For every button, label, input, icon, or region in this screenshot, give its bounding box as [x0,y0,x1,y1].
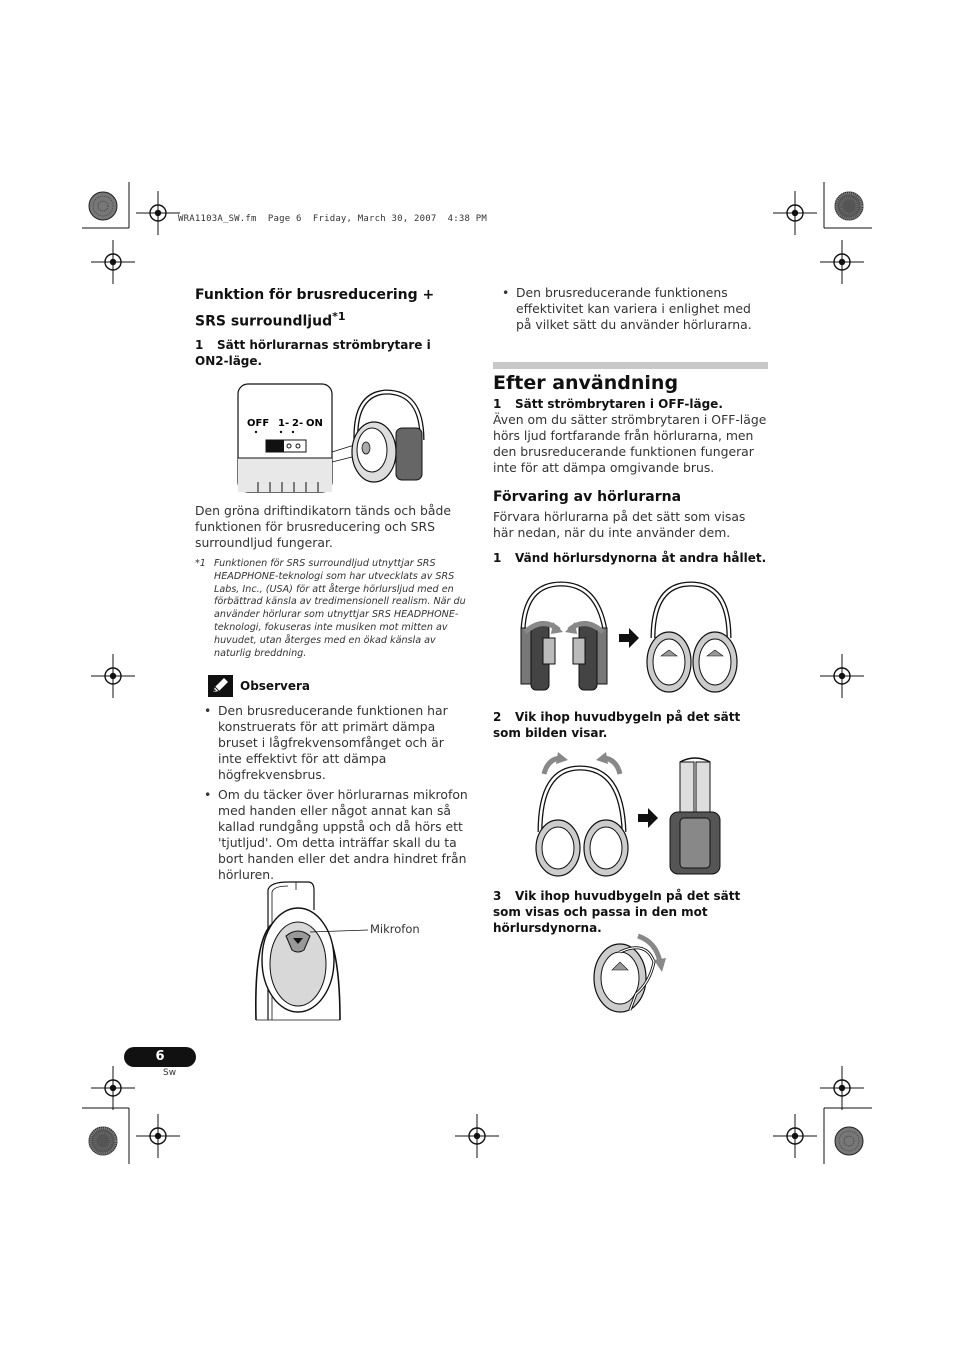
fold-headband-illustration [530,752,730,878]
step-number: 1 [493,397,502,411]
step-text: Vänd hörlursdynorna åt andra hållet. [515,551,767,565]
svg-text:-: - [299,418,304,429]
file-info-header: WRA1103A_SW.fm Page 6 Friday, March 30, 2007 4:38 PM [178,214,488,224]
footnote-mark: *1 [195,558,206,569]
step-1-storage [493,550,768,566]
note-list [195,703,471,887]
switch-illustration [236,382,436,494]
switch-label-2: 2 [292,418,299,429]
section-title-text: Funktion för brusreducering + SRS surroundljud [195,287,435,330]
step-number: 1 [493,551,502,565]
paragraph-off-mode: Även om du sätter strömbrytaren i OFF-läge hörs ljud fortfarande från hörlurarna, men den brusreducerande funktionen fungerar inte för att dämpa omgivande brus. [493,412,767,475]
step-2-storage [493,709,768,741]
footnote-text: Funktionen för SRS surroundljud utnyttjar SRS HEADPHONE-teknologi som har utvecklats av SRS Labs, Inc., (USA) för att återge hörlursljud med en förbättrad känsla av tredimensionell realism. När du använder hörlurar som utnyttjar SRS HEADPHONE-teknologi, fokuseras inte musiken mot mitten av huvudet, utan återges med en ökad känsla av naturlig breddning. [214,558,466,659]
page-number-badge: 6 [124,1047,196,1067]
step-number: 3 [493,889,502,903]
note-title: Observera [240,679,310,693]
language-code: Sw [163,1068,177,1078]
switch-label-1: 1 [278,418,285,429]
section-title-after-use: Efter användning [493,372,679,394]
switch-label-off: OFF [247,418,270,429]
step-1-left [195,337,465,369]
rotate-earcups-illustration [513,580,743,695]
step-number: 2 [493,710,502,724]
step-text: Vik ihop huvudbygeln på det sätt som bilden visar. [493,710,741,740]
step-number: 1 [195,338,204,352]
microphone-illustration [248,880,448,1022]
note-item: • Den brusreducerande funktionen har konstruerats för att primärt dämpa bruset i lågfrekvensomfånget och är inte effektivt för att dämpa högfrekvensbrus. [195,703,471,783]
right-bullet-list [493,285,768,337]
subsection-title-storage: Förvaring av hörlurarna [493,489,682,505]
footnote-ref: *1 [332,310,346,323]
step-text: Sätt hörlurarnas strömbrytare i ON2-läge. [195,338,431,368]
paragraph-indicator: Den gröna driftindikatorn tänds och både funktionen för brusreducering och SRS surroundljud fungerar. [195,503,451,550]
note-item: • Om du täcker över hörlurarnas mikrofon med handen eller något annat kan så kallad rundgång uppstå och då hörs ett 'tjutljud'. Om detta inträffar skall du ta bort handen eller det andra hindret från hörluren. [195,787,471,883]
switch-label-on: ON [306,418,323,429]
step-1-off [493,396,768,412]
microphone-label: Mikrofon [370,922,420,936]
svg-text:-: - [285,418,290,429]
step-text: Vik ihop huvudbygeln på det sätt som visas och passa in den mot hörlursdynorna. [493,889,741,935]
note-pencil-icon [208,675,233,697]
step-text: Sätt strömbrytaren i OFF-läge. [515,397,723,411]
step-3-storage [493,888,768,936]
paragraph-storage: Förvara hörlurarna på det sätt som visas här nedan, när du inte använder dem. [493,509,746,540]
bullet-item: • Den brusreducerande funktionens effektivitet kan variera i enlighet med på vilket sätt du använder hörlurarna. [493,285,768,333]
section-title-noise-reduction [195,284,470,333]
fold-into-earcup-illustration [590,932,670,1018]
section-divider-bar [493,362,768,369]
